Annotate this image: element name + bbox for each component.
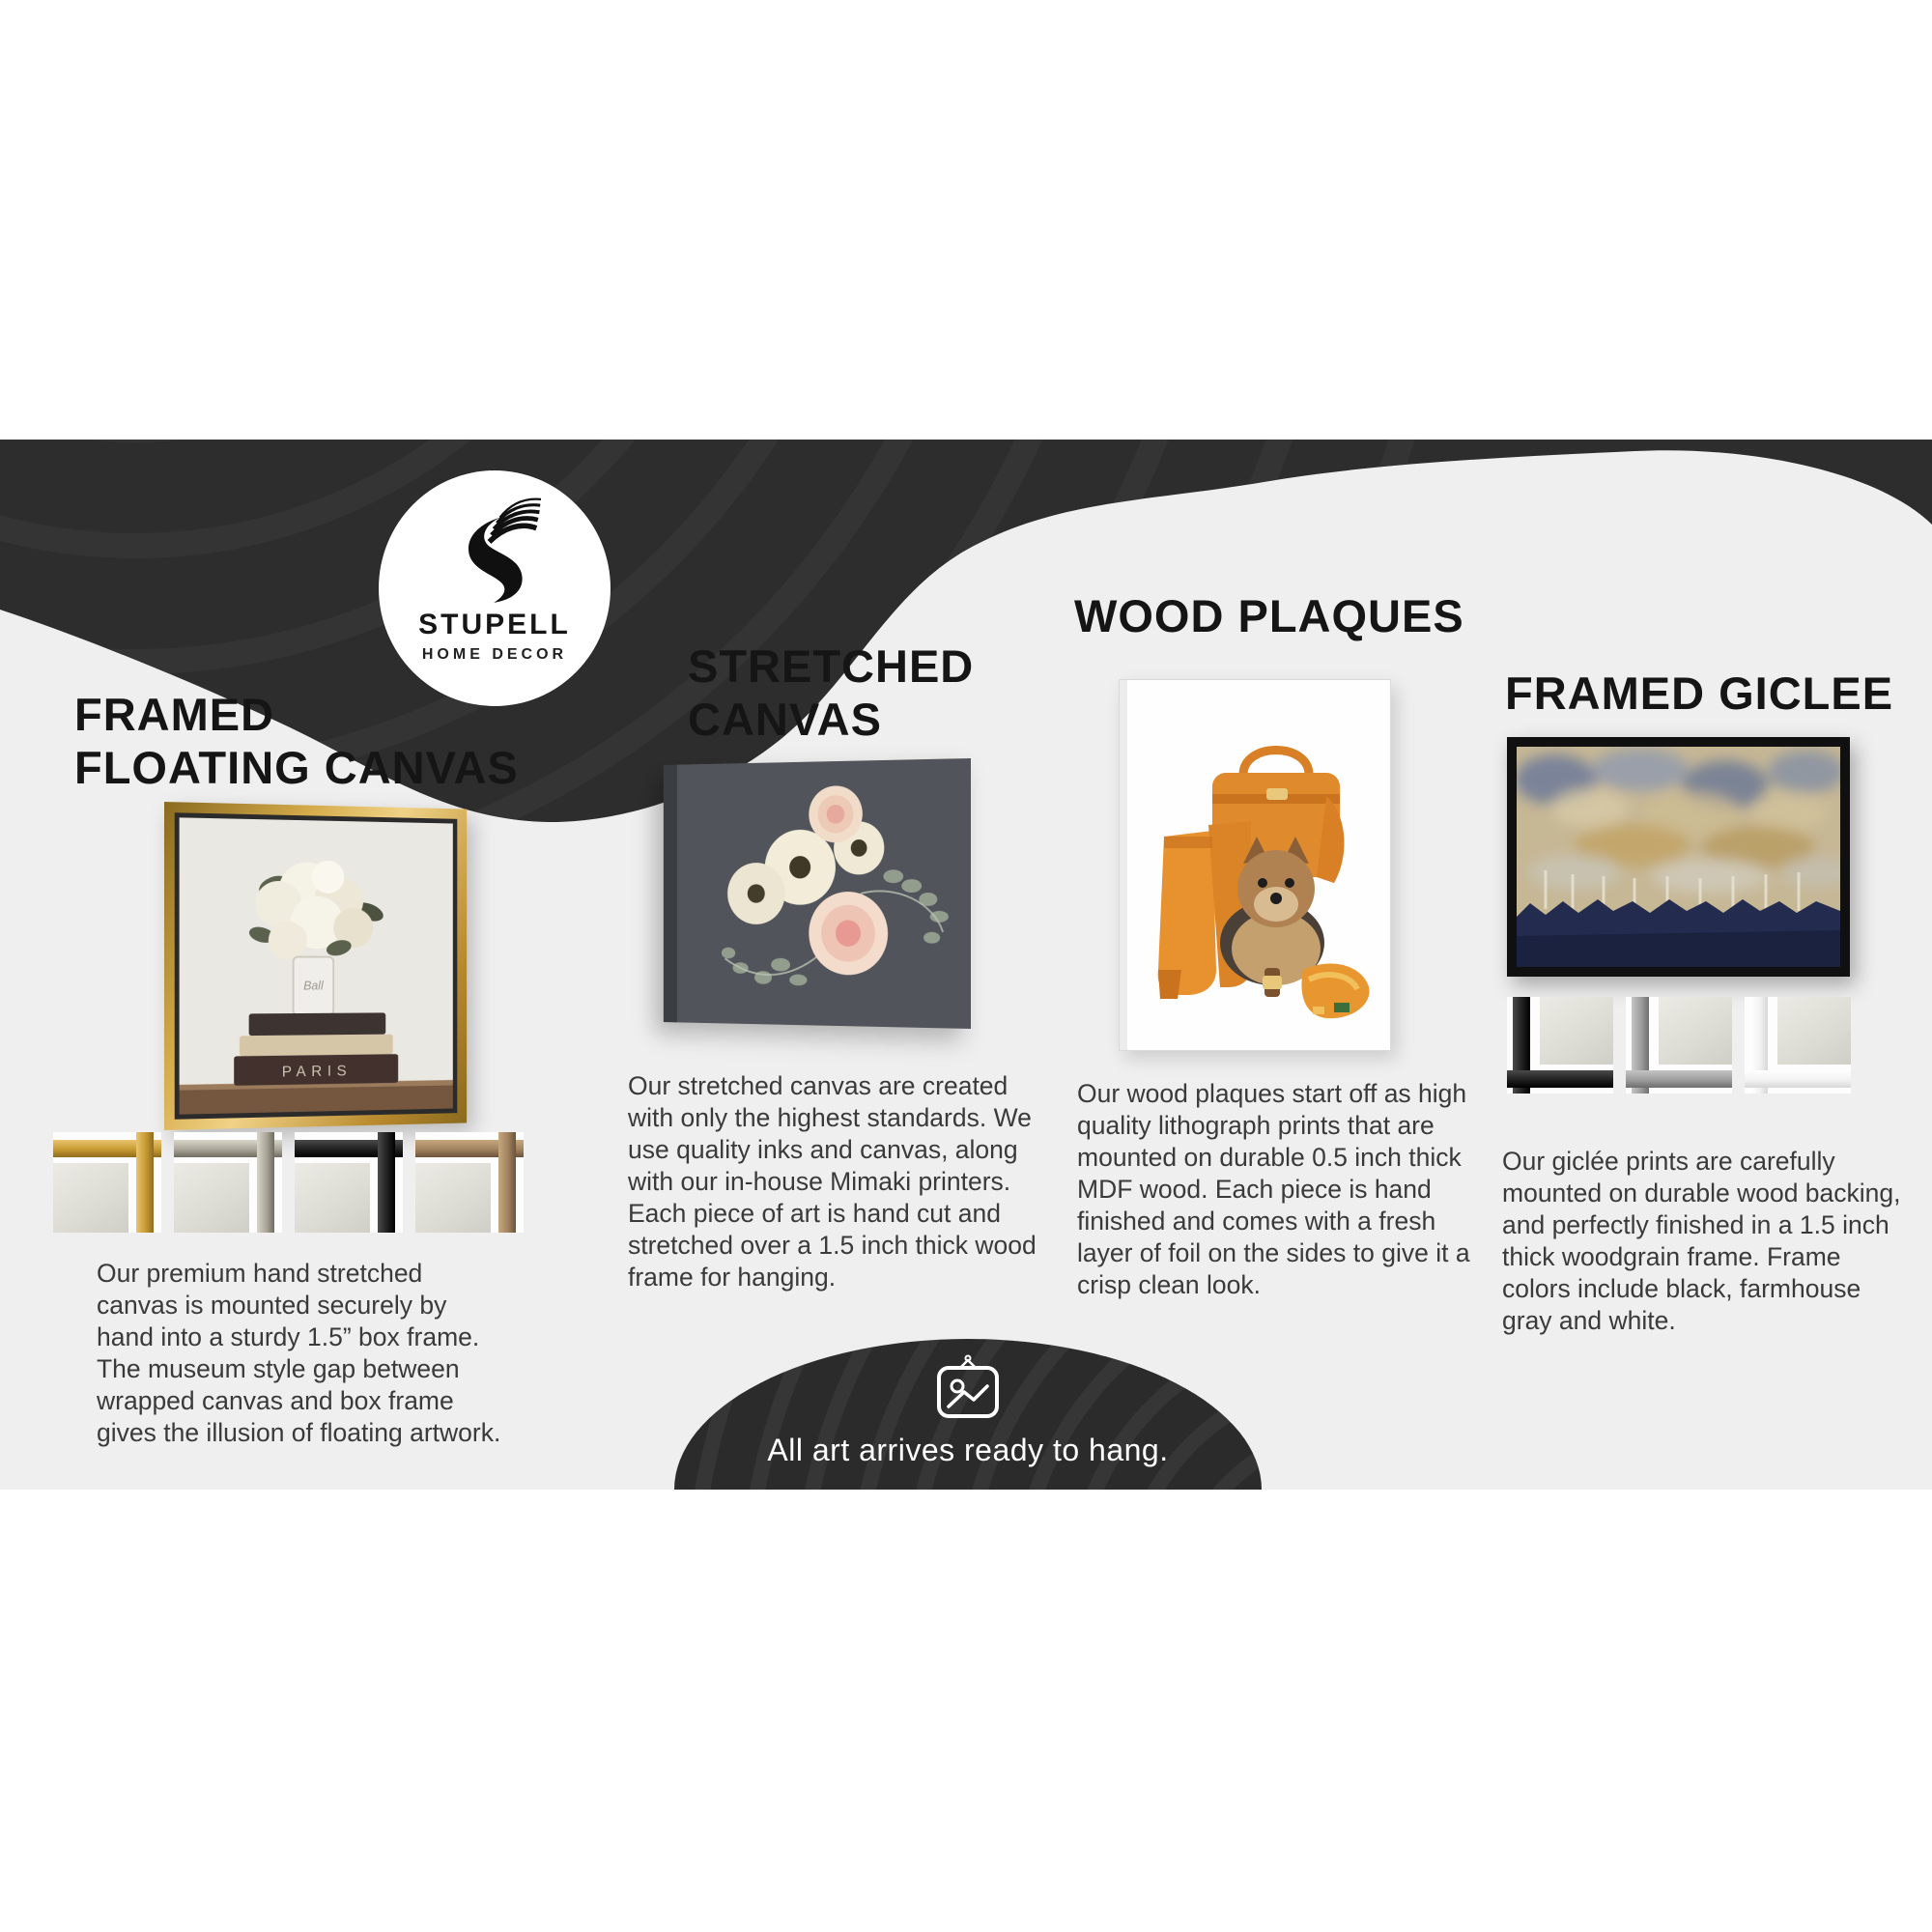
frame-sample-silver <box>174 1132 282 1233</box>
frame-sample-farmhouse-gray <box>1626 997 1732 1094</box>
frame-sample-white <box>1745 997 1851 1094</box>
framed-giclee-description: Our giclée prints are carefully mounted on durable wood backing, and perfectly finished in a 1.5 inch thick woodgrain frame. Frame colors include black, farmhouse gray and white. <box>1502 1147 1901 1335</box>
frame-sample-black <box>295 1132 403 1233</box>
brand-name: STUPELL <box>418 609 571 640</box>
heading-wood-plaques <box>1074 589 1464 642</box>
frame-sample-black <box>1507 997 1613 1094</box>
book-title: PARIS <box>281 1063 353 1081</box>
stretched-canvas-description: Our stretched canvas are created with only the highest standards. We use quality inks and canvas, along with our in-house Mimaki printers. Each piece of art is hand cut and stretched over a 1.5 inch thick wood frame for hanging. <box>628 1071 1037 1292</box>
heading-framed-floating-canvas <box>74 688 519 794</box>
heading-line: WOOD PLAQUES <box>1074 590 1464 641</box>
heading-line: FRAMED <box>74 689 275 740</box>
wood-plaque-artwork <box>1119 679 1391 1051</box>
ready-to-hang-message: All art arrives ready to hang. <box>767 1433 1169 1467</box>
heading-stretched-canvas <box>688 639 974 746</box>
heading-line: CANVAS <box>688 694 882 745</box>
brand-logo <box>379 470 611 706</box>
heading-line: FRAMED GICLEE <box>1505 668 1894 719</box>
floating-frame-finish-samples <box>53 1132 536 1233</box>
framed-giclee-artwork <box>1507 737 1850 977</box>
frame-sample-bronze <box>415 1132 524 1233</box>
floating-canvas-artwork <box>164 802 467 1130</box>
heading-framed-giclee <box>1505 667 1893 720</box>
jar-label: Ball <box>303 979 324 993</box>
framed-picture-icon <box>931 1354 1005 1422</box>
heading-line: FLOATING CANVAS <box>74 742 519 793</box>
stupell-s-swirl-icon <box>442 492 547 606</box>
brand-tagline: HOME DECOR <box>421 646 568 663</box>
frame-sample-gold <box>53 1132 161 1233</box>
giclee-frame-finish-samples <box>1507 997 1863 1094</box>
floating-canvas-description: Our premium hand stretched canvas is mounted securely by hand into a sturdy 1.5” box frame. The museum style gap between wrapped canvas and box frame gives the illusion of floating artwork. <box>97 1259 501 1447</box>
stretched-canvas-artwork <box>664 758 971 1029</box>
wood-plaques-description: Our wood plaques start off as high quality lithograph prints that are mounted on durable 0.5 inch thick MDF wood. Each piece is hand finished and comes with a fresh layer of foil on the sides to give it a crisp clean look. <box>1077 1079 1470 1299</box>
heading-line: STRETCHED <box>688 640 975 692</box>
